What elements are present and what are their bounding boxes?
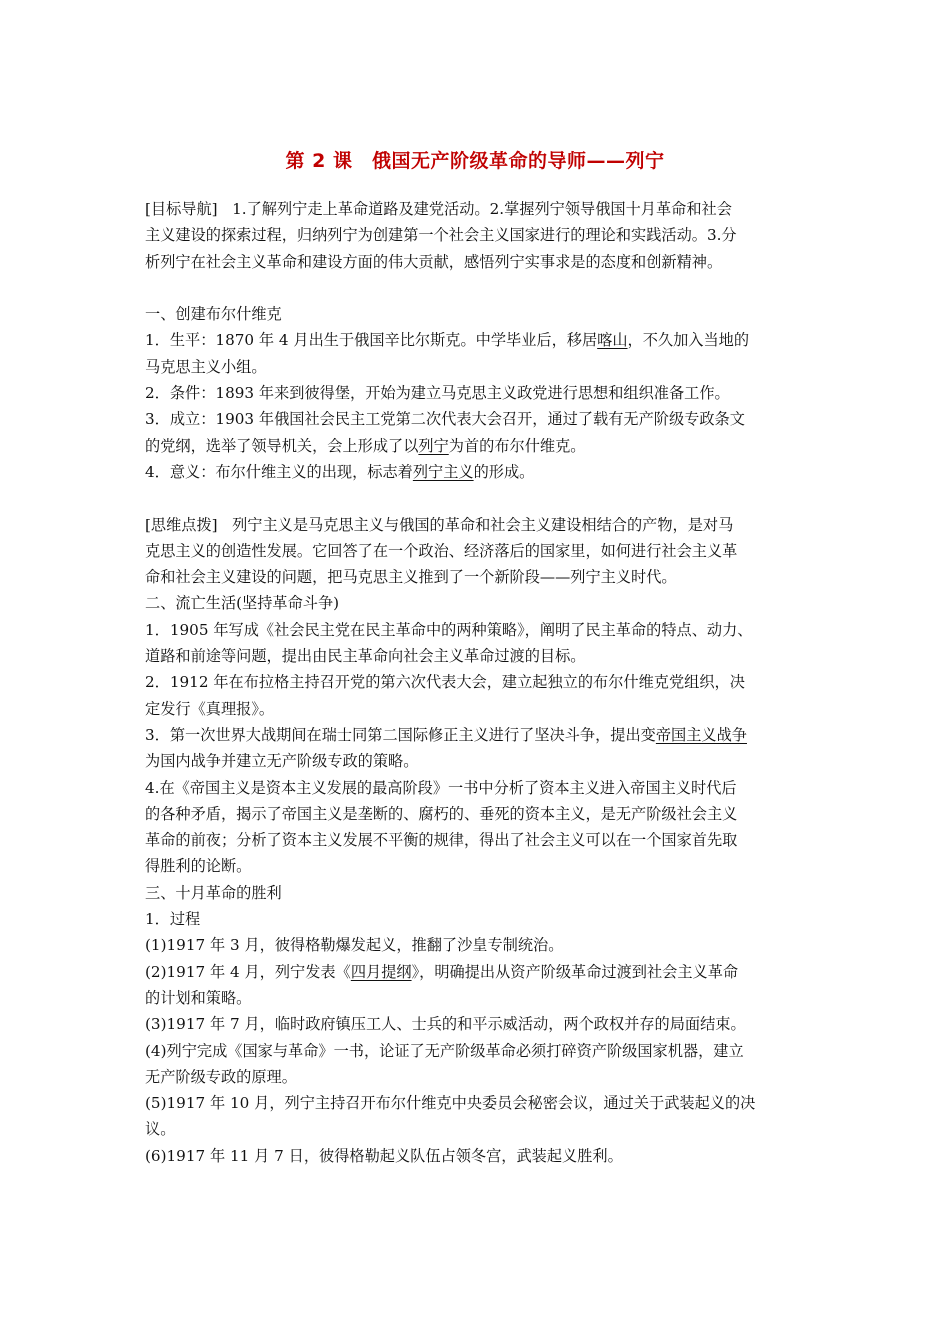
underlined-term: 列宁主义 xyxy=(412,462,474,481)
tip-line-3: 命和社会主义建设的问题，把马克思主义推到了一个新阶段——列宁主义时代。 xyxy=(145,568,677,587)
text-run: ，不久加入当地的 xyxy=(627,331,750,350)
s1-item-3-line-2 xyxy=(145,433,817,459)
text-run: 1．生平：1870 年 4 月出生于俄国辛比尔斯克。中学毕业后，移居 xyxy=(145,331,598,350)
underlined-term: 喀山 xyxy=(597,331,628,350)
s3-item-5-line-2: 议。 xyxy=(145,1120,176,1139)
s3-item-3: (3)1917 年 7 月，临时政府镇压工人、士兵的和平示威活动，两个政权并存的局面结束。 xyxy=(145,1015,746,1034)
text-run: 为首的布尔什维克。 xyxy=(448,436,586,455)
goals-tag: [目标导航] xyxy=(145,200,218,218)
goals-line-3: 析列宁在社会主义革命和建设方面的伟大贡献，感悟列宁实事求是的态度和创新精神。 xyxy=(145,252,723,271)
goals-text: 1.了解列宁走上革命道路及建党活动。2.掌握列宁领导俄国十月革命和社会 xyxy=(232,200,732,218)
spacer xyxy=(145,275,817,301)
s3-subheading: 1．过程 xyxy=(145,910,201,929)
section-heading-3: 三、十月革命的胜利 xyxy=(145,883,282,902)
tip-line-2: 克思主义的创造性发展。它回答了在一个政治、经济落后的国家里，如何进行社会主义革 xyxy=(145,541,738,560)
s2-item-2-line-2: 定发行《真理报》。 xyxy=(145,699,275,718)
text-run: 》，明确提出从资产阶级革命过渡到社会主义革命 xyxy=(411,962,739,981)
tip-tag: [思维点拨] xyxy=(145,515,218,534)
tip-text: 列宁主义是马克思主义与俄国的革命和社会主义建设相结合的产物，是对马 xyxy=(232,515,734,534)
s3-item-4-line-2: 无产阶级专政的原理。 xyxy=(145,1067,297,1086)
document-body xyxy=(145,196,817,1169)
tip-line-1 xyxy=(145,512,817,538)
goals-line-2: 主义建设的探索过程，归纳列宁为创建第一个社会主义国家进行的理论和实践活动。3.分 xyxy=(145,226,737,245)
s2-item-1-line-2: 道路和前途等问题，提出由民主革命向社会主义革命过渡的目标。 xyxy=(145,647,586,666)
s3-item-6: (6)1917 年 11 月 7 日，彼得格勒起义队伍占领冬宫，武装起义胜利。 xyxy=(145,1146,623,1165)
section-heading-1: 一、创建布尔什维克 xyxy=(145,305,282,324)
goals-line-1 xyxy=(145,196,817,222)
s1-item-1-line-1 xyxy=(145,327,817,353)
text-run: 的形成。 xyxy=(473,462,535,481)
s2-item-4-line-1: 4.在《帝国主义是资本主义发展的最高阶段》一书中分析了资本主义进入帝国主义时代后 xyxy=(145,778,737,797)
s2-item-3-line-1 xyxy=(145,722,817,748)
s1-item-3-line-1: 3．成立：1903 年俄国社会民主工党第二次代表大会召开，通过了载有无产阶级专政条文 xyxy=(145,410,745,429)
s3-item-2-line-2: 的计划和策略。 xyxy=(145,988,252,1007)
underlined-term: 帝国主义战争 xyxy=(655,725,747,744)
text-run: 的党纲，选举了领导机关，会上形成了以 xyxy=(145,436,419,455)
lesson-title: 第 2 课 俄国无产阶级革命的导师——列宁 xyxy=(285,150,665,172)
s2-item-2-line-1: 2．1912 年在布拉格主持召开党的第六次代表大会，建立起独立的布尔什维克党组织，决 xyxy=(145,673,745,692)
text-run: 3．第一次世界大战期间在瑞士同第二国际修正主义进行了坚决斗争，提出变 xyxy=(145,725,656,744)
s2-item-1-line-1: 1．1905 年写成《社会民主党在民主革命中的两种策略》，阐明了民主革命的特点、动力、 xyxy=(145,620,753,639)
s3-item-5-line-1: (5)1917 年 10 月，列宁主持召开布尔什维克中央委员会秘密会议，通过关于武装起义的决 xyxy=(145,1094,756,1113)
section-heading-2: 二、流亡生活(坚持革命斗争) xyxy=(145,594,340,613)
s1-item-1-line-2: 马克思主义小组。 xyxy=(145,357,267,376)
s2-item-4-line-2: 的各种矛盾，揭示了帝国主义是垄断的、腐朽的、垂死的资本主义，是无产阶级社会主义 xyxy=(145,804,738,823)
underlined-term: 四月提纲 xyxy=(350,962,412,981)
s3-item-1: (1)1917 年 3 月，彼得格勒爆发起义，推翻了沙皇专制统治。 xyxy=(145,936,564,955)
s1-item-4 xyxy=(145,459,817,485)
underlined-term: 列宁 xyxy=(418,436,449,455)
s2-item-3-line-2: 为国内战争并建立无产阶级专政的策略。 xyxy=(145,752,419,771)
text-run: 4．意义：布尔什维主义的出现，标志着 xyxy=(145,462,413,481)
s1-item-2: 2．条件：1893 年来到彼得堡，开始为建立马克思主义政党进行思想和组织准备工作。 xyxy=(145,384,730,403)
s2-item-4-line-4: 得胜利的论断。 xyxy=(145,857,252,876)
text-run: (2)1917 年 4 月，列宁发表《 xyxy=(145,962,351,981)
s3-item-4-line-1: (4)列宁完成《国家与革命》一书，论证了无产阶级革命必须打碎资产阶级国家机器，建立 xyxy=(145,1041,744,1060)
spacer xyxy=(145,485,817,511)
s3-item-2-line-1 xyxy=(145,959,817,985)
s2-item-4-line-3: 革命的前夜；分析了资本主义发展不平衡的规律，得出了社会主义可以在一个国家首先取 xyxy=(145,831,738,850)
